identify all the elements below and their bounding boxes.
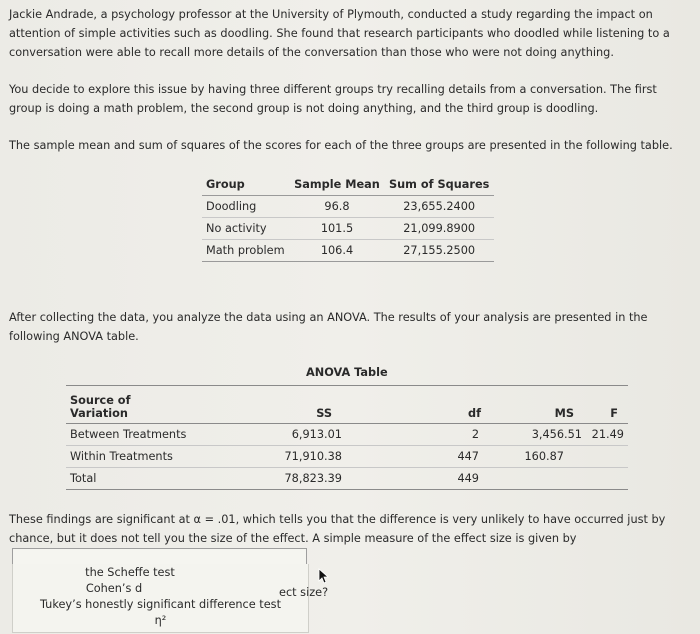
f-value: 21.49 [586,424,628,446]
col-header-source-line2: Variation [70,407,128,420]
col-header-group: Group [202,173,290,196]
f-value [586,446,628,468]
f-value [586,468,628,490]
dropdown-options-list [12,564,309,633]
col-header-df: df [346,386,491,424]
table-row [66,424,628,446]
mouse-cursor-icon [318,568,330,584]
col-header-sum-of-squares: Sum of Squares [384,173,494,196]
group-name: Doodling [202,196,290,218]
table-intro-paragraph: The sample mean and sum of squares of the scores for each of the three groups are presented in the following table. [9,139,673,152]
table-row [66,446,628,468]
col-header-source [66,386,216,424]
sample-mean: 101.5 [290,218,385,240]
anova-table-title: ANOVA Table [306,366,388,379]
source: Total [66,468,216,490]
df-value: 447 [346,446,491,468]
table-row [66,468,628,490]
col-header-ss: SS [216,386,346,424]
group-name: Math problem [202,240,290,262]
anova-intro-paragraph: After collecting the data, you analyze the data using an ANOVA. The results of your analysis are presented in the following ANOVA table. [9,311,648,343]
intro-paragraph: Jackie Andrade, a psychology professor at the University of Plymouth, conducted a study regarding the impact on attention of simple activities such as doodling. She found that research participants who doodled while listening to a conversation were able to recall more details of the conversation than those who were not doing anything. [9,8,670,59]
df-value: 2 [346,424,491,446]
col-header-sample-mean: Sample Mean [290,173,385,196]
col-header-source-line1: Source of [70,394,131,407]
ms-value [491,468,586,490]
setup-paragraph: You decide to explore this issue by having three different groups try recalling details from a conversation. The first group is doing a math problem, the second group is not doing anything, and the third group is doodling. [9,83,657,115]
table-row [202,240,494,262]
table-row [202,196,494,218]
effect-size-paragraph: These findings are significant at α = .01, which tells you that the difference is very unlikely to have occurred just by chance, but it does not tell you the size of the effect. A simple measure of the effect size is given by [9,513,666,545]
dropdown-option-tukey-hsd[interactable]: Tukey’s honestly significant difference test [39,598,282,611]
sum-of-squares: 21,099.8900 [384,218,494,240]
dropdown-option-eta-squared[interactable]: η² [154,614,167,627]
col-header-ms: MS [491,386,586,424]
source: Within Treatments [66,446,216,468]
anova-table [66,385,628,490]
group-stats-table [202,173,494,262]
sample-mean: 96.8 [290,196,385,218]
ss-value: 6,913.01 [216,424,346,446]
ss-value: 71,910.38 [216,446,346,468]
df-value: 449 [346,468,491,490]
col-header-f: F [586,386,628,424]
question-tail-text: ect size? [279,586,329,599]
sum-of-squares: 23,655.2400 [384,196,494,218]
ss-value: 78,823.39 [216,468,346,490]
sample-mean: 106.4 [290,240,385,262]
dropdown-option-scheffe[interactable]: the Scheffe test [85,566,175,579]
table-row [202,218,494,240]
sum-of-squares: 27,155.2500 [384,240,494,262]
ms-value: 160.87 [491,446,586,468]
dropdown-option-cohens-d[interactable]: Cohen’s d [85,582,143,595]
ms-value: 3,456.51 [491,424,586,446]
source: Between Treatments [66,424,216,446]
group-name: No activity [202,218,290,240]
